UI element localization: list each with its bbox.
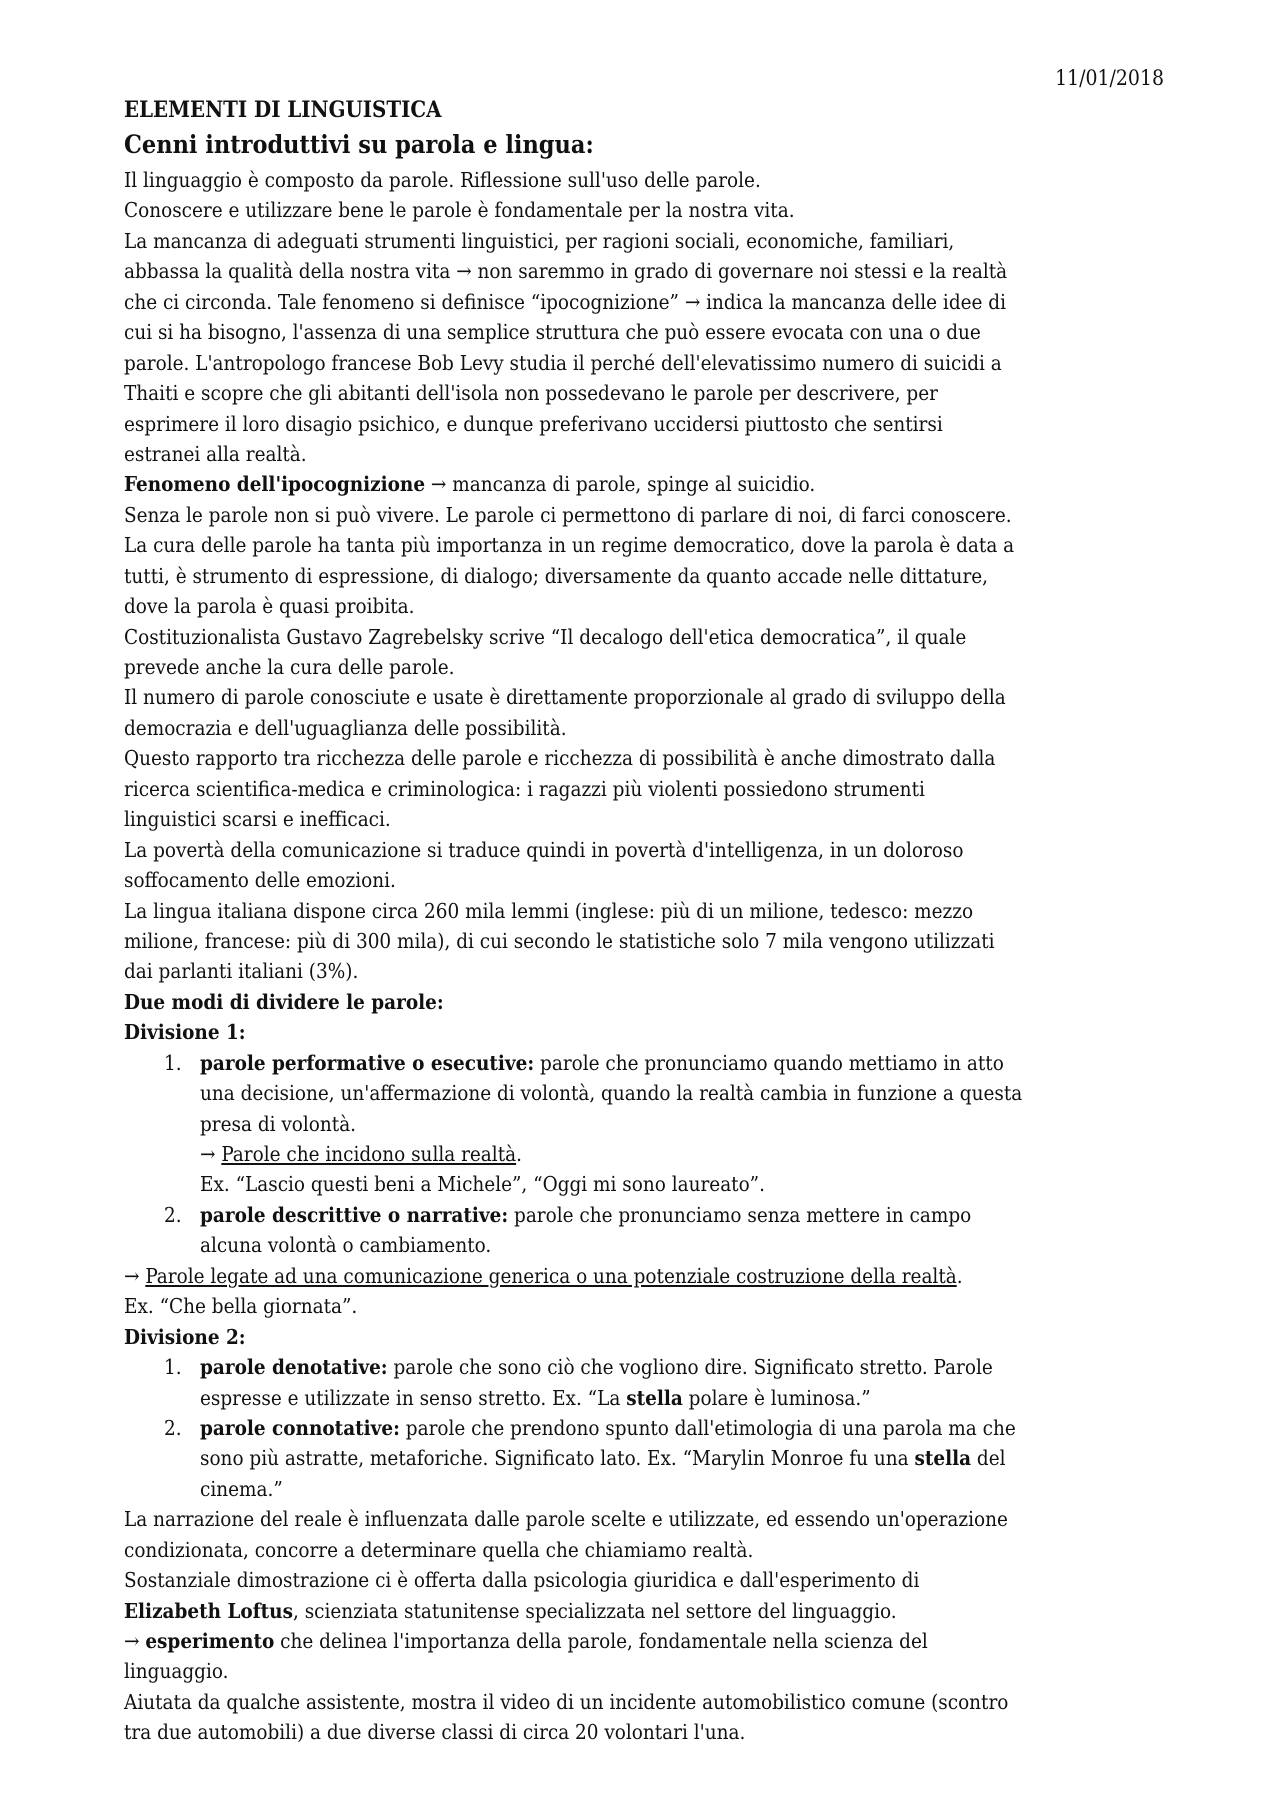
text-line (124, 226, 1184, 256)
text-span: prevede anche la cura delle parole. (124, 655, 455, 679)
text-span: soffocamento delle emozioni. (124, 868, 396, 893)
bold-text: parole performative o esecutive: (200, 1050, 535, 1075)
text-span: Thaiti e scopre che gli abitanti dell'isola non possedevano le parole per descrivere, per (124, 381, 938, 406)
list-number: 2. (164, 1415, 182, 1440)
text-span: . (516, 1142, 522, 1166)
text-span: parole. L'antropologo francese Bob Levy studia il perché dell'elevatissimo numero di suicidi a (124, 350, 1002, 375)
list-item (124, 1413, 1184, 1443)
text-line (124, 1687, 1184, 1717)
underlined-text: Parole che incidono sulla realtà (221, 1142, 517, 1166)
text-span: parole che prendono spunto dall'etimologia di una parola ma che (399, 1415, 1016, 1440)
text-span: democrazia e dell'uguaglianza delle possibilità. (124, 715, 567, 740)
text-span: tutti, è strumento di espressione, di dialogo; diversamente da quanto accade nelle dittature, (124, 563, 989, 588)
text-line (124, 1443, 1184, 1473)
text-span: . (956, 1263, 963, 1288)
underlined-text: Parole legate ad una comunicazione generica o una potenziale costruzione della realtà (145, 1263, 957, 1288)
text-line (124, 1656, 1184, 1686)
text-span: del (971, 1446, 1006, 1471)
text-span: La lingua italiana dispone circa 260 mila lemmi (inglese: più di un milione, tedesco: mezzo (124, 898, 974, 923)
text-line (124, 1474, 1184, 1504)
list-item (124, 1352, 1184, 1382)
text-line (124, 1504, 1184, 1534)
text-span: Questo rapporto tra ricchezza delle parole e ricchezza di possibilità è anche dimostrato dalla (124, 746, 996, 771)
bold-text: parole connotative: (200, 1415, 400, 1440)
text-span: cinema.” (200, 1476, 283, 1501)
text-line (124, 591, 1184, 621)
text-line (124, 1535, 1184, 1565)
text-line (124, 1017, 1184, 1047)
text-span: milione, francese: più di 300 mila), di cui secondo le statistiche solo 7 mila vengono utilizzati (124, 928, 995, 953)
text-span: estranei alla realtà. (124, 441, 307, 466)
bold-text: Fenomeno dell'ipocognizione (124, 472, 426, 497)
text-span: presa di volontà. (200, 1111, 357, 1136)
text-line (124, 1626, 1184, 1656)
text-line (124, 713, 1184, 743)
text-line (124, 195, 1184, 225)
text-line (124, 956, 1184, 986)
text-line (124, 530, 1184, 560)
text-span: polare è luminosa.” (682, 1385, 871, 1410)
text-span: linguaggio. (124, 1659, 229, 1684)
text-span: La narrazione del reale è influenzata dalle parole scelte e utilizzate, ed essendo un'operazione (124, 1507, 1008, 1532)
bold-text: Due modi di dividere le parole: (124, 989, 444, 1014)
text-line (124, 348, 1184, 378)
text-line (124, 1169, 1184, 1199)
text-line (124, 1565, 1184, 1595)
text-span: Ex. “Che bella giornata”. (124, 1294, 358, 1319)
list-number: 2. (164, 1202, 182, 1227)
text-line (124, 1383, 1184, 1413)
bold-text: parole denotative: (200, 1355, 388, 1380)
text-span: cui si ha bisogno, l'assenza di una semplice struttura che può essere evocata con una o due (124, 320, 981, 345)
text-line (124, 1596, 1184, 1626)
text-span: → (124, 1263, 146, 1288)
text-span: dove la parola è quasi proibita. (124, 594, 415, 619)
text-line (124, 652, 1184, 682)
text-span: La povertà della comunicazione si traduce quindi in povertà d'intelligenza, in un doloroso (124, 837, 964, 862)
text-span: esprimere il loro disagio psichico, e dunque preferivano uccidersi piuttosto che sentirsi (124, 411, 943, 436)
text-line (124, 743, 1184, 773)
text-span: Sostanziale dimostrazione ci è offerta dalla psicologia giuridica e dall'esperimento di (124, 1568, 920, 1593)
text-line (124, 804, 1184, 834)
text-span: linguistici scarsi e inefficaci. (124, 807, 391, 832)
text-line (124, 500, 1184, 530)
text-span: condizionata, concorre a determinare quella che chiamiamo realtà. (124, 1537, 754, 1562)
text-span: che ci circonda. Tale fenomeno si definisce “ipocognizione” → indica la mancanza delle idee di (124, 289, 1007, 314)
text-line (124, 835, 1184, 865)
text-span: Senza le parole non si può vivere. Le parole ci permettono di parlare di noi, di farci conoscere. (124, 502, 1012, 527)
bold-text: parole descrittive o narrative: (200, 1202, 509, 1227)
text-span: parole che pronunciamo senza mettere in campo (508, 1202, 972, 1227)
list-number: 1. (164, 1355, 182, 1380)
list-item (124, 1048, 1184, 1078)
text-line (124, 1230, 1184, 1260)
text-line (124, 378, 1184, 408)
text-span: che delinea l'importanza della parole, fondamentale nella scienza del (274, 1629, 928, 1653)
text-span: parole che pronunciamo quando mettiamo in atto (534, 1050, 1004, 1075)
text-span: una decisione, un'affermazione di volontà, quando la realtà cambia in funzione a questa (200, 1081, 1023, 1106)
text-span: → mancanza di parole, spinge al suicidio. (425, 472, 816, 497)
text-span: espresse e utilizzate in senso stretto. Ex. “La (200, 1385, 627, 1410)
text-line (124, 561, 1184, 591)
document-body (124, 165, 1184, 1748)
section-heading: Cenni introduttivi su parola e lingua: (124, 130, 594, 159)
text-line (124, 1109, 1184, 1139)
text-line (124, 165, 1184, 195)
text-span: ricerca scientifica-medica e criminologica: i ragazzi più violenti possiedono strumenti (124, 776, 925, 801)
text-line (124, 682, 1184, 712)
text-line (124, 774, 1184, 804)
bold-text: Divisione 2: (124, 1324, 246, 1349)
text-line (124, 865, 1184, 895)
text-line (124, 1717, 1184, 1747)
document-title: ELEMENTI DI LINGUISTICA (124, 97, 442, 123)
list-item (124, 1200, 1184, 1230)
text-line (124, 622, 1184, 652)
text-span: → (200, 1142, 222, 1166)
text-line (124, 287, 1184, 317)
text-line (124, 409, 1184, 439)
list-number: 1. (164, 1050, 182, 1075)
text-line (124, 987, 1184, 1017)
text-span: La cura delle parole ha tanta più importanza in un regime democratico, dove la parola è data a (124, 533, 1015, 558)
text-span: Costituzionalista Gustavo Zagrebelsky scrive “Il decalogo dell'etica democratica”, il quale (124, 624, 967, 649)
text-line (124, 1291, 1184, 1321)
text-span: dai parlanti italiani (3%). (124, 959, 359, 984)
document-date: 11/01/2018 (1055, 66, 1164, 90)
text-span: sono più astratte, metaforiche. Significato lato. Ex. “Marylin Monroe fu una (200, 1446, 915, 1471)
text-span: Ex. “Lascio questi beni a Michele”, “Oggi mi sono laureato”. (200, 1172, 765, 1197)
text-span: parole che sono ciò che vogliono dire. Significato stretto. Parole (387, 1355, 993, 1380)
text-line (124, 439, 1184, 469)
bold-text: Divisione 1: (124, 1020, 246, 1045)
text-line (124, 896, 1184, 926)
text-line (124, 1261, 1184, 1291)
text-line (124, 317, 1184, 347)
text-span: tra due automobili) a due diverse classi di circa 20 volontari l'una. (124, 1720, 746, 1745)
text-line (124, 1322, 1184, 1352)
bold-text: Elizabeth Loftus (124, 1598, 293, 1623)
text-span: , scienziata statunitense specializzata nel settore del linguaggio. (292, 1598, 897, 1623)
text-span: → (124, 1629, 146, 1653)
bold-text: stella (914, 1446, 972, 1471)
text-span: Aiutata da qualche assistente, mostra il video di un incidente automobilistico comune (scontro (124, 1689, 1009, 1714)
bold-text: esperimento (145, 1629, 275, 1653)
text-line (124, 256, 1184, 286)
text-line (124, 1078, 1184, 1108)
text-span: Conoscere e utilizzare bene le parole è fondamentale per la nostra vita. (124, 198, 795, 223)
text-span: Il linguaggio è composto da parole. Riflessione sull'uso delle parole. (124, 168, 761, 192)
text-line (124, 1139, 1184, 1169)
text-line (124, 469, 1184, 499)
text-span: Il numero di parole conosciute e usate è direttamente proporzionale al grado di sviluppo della (124, 685, 1006, 710)
text-line (124, 926, 1184, 956)
text-span: La mancanza di adeguati strumenti linguistici, per ragioni sociali, economiche, familiari, (124, 228, 955, 253)
text-span: abbassa la qualità della nostra vita → non saremmo in grado di governare noi stessi e la realtà (124, 259, 1008, 284)
bold-text: stella (626, 1385, 683, 1410)
text-span: alcuna volontà o cambiamento. (200, 1233, 492, 1258)
